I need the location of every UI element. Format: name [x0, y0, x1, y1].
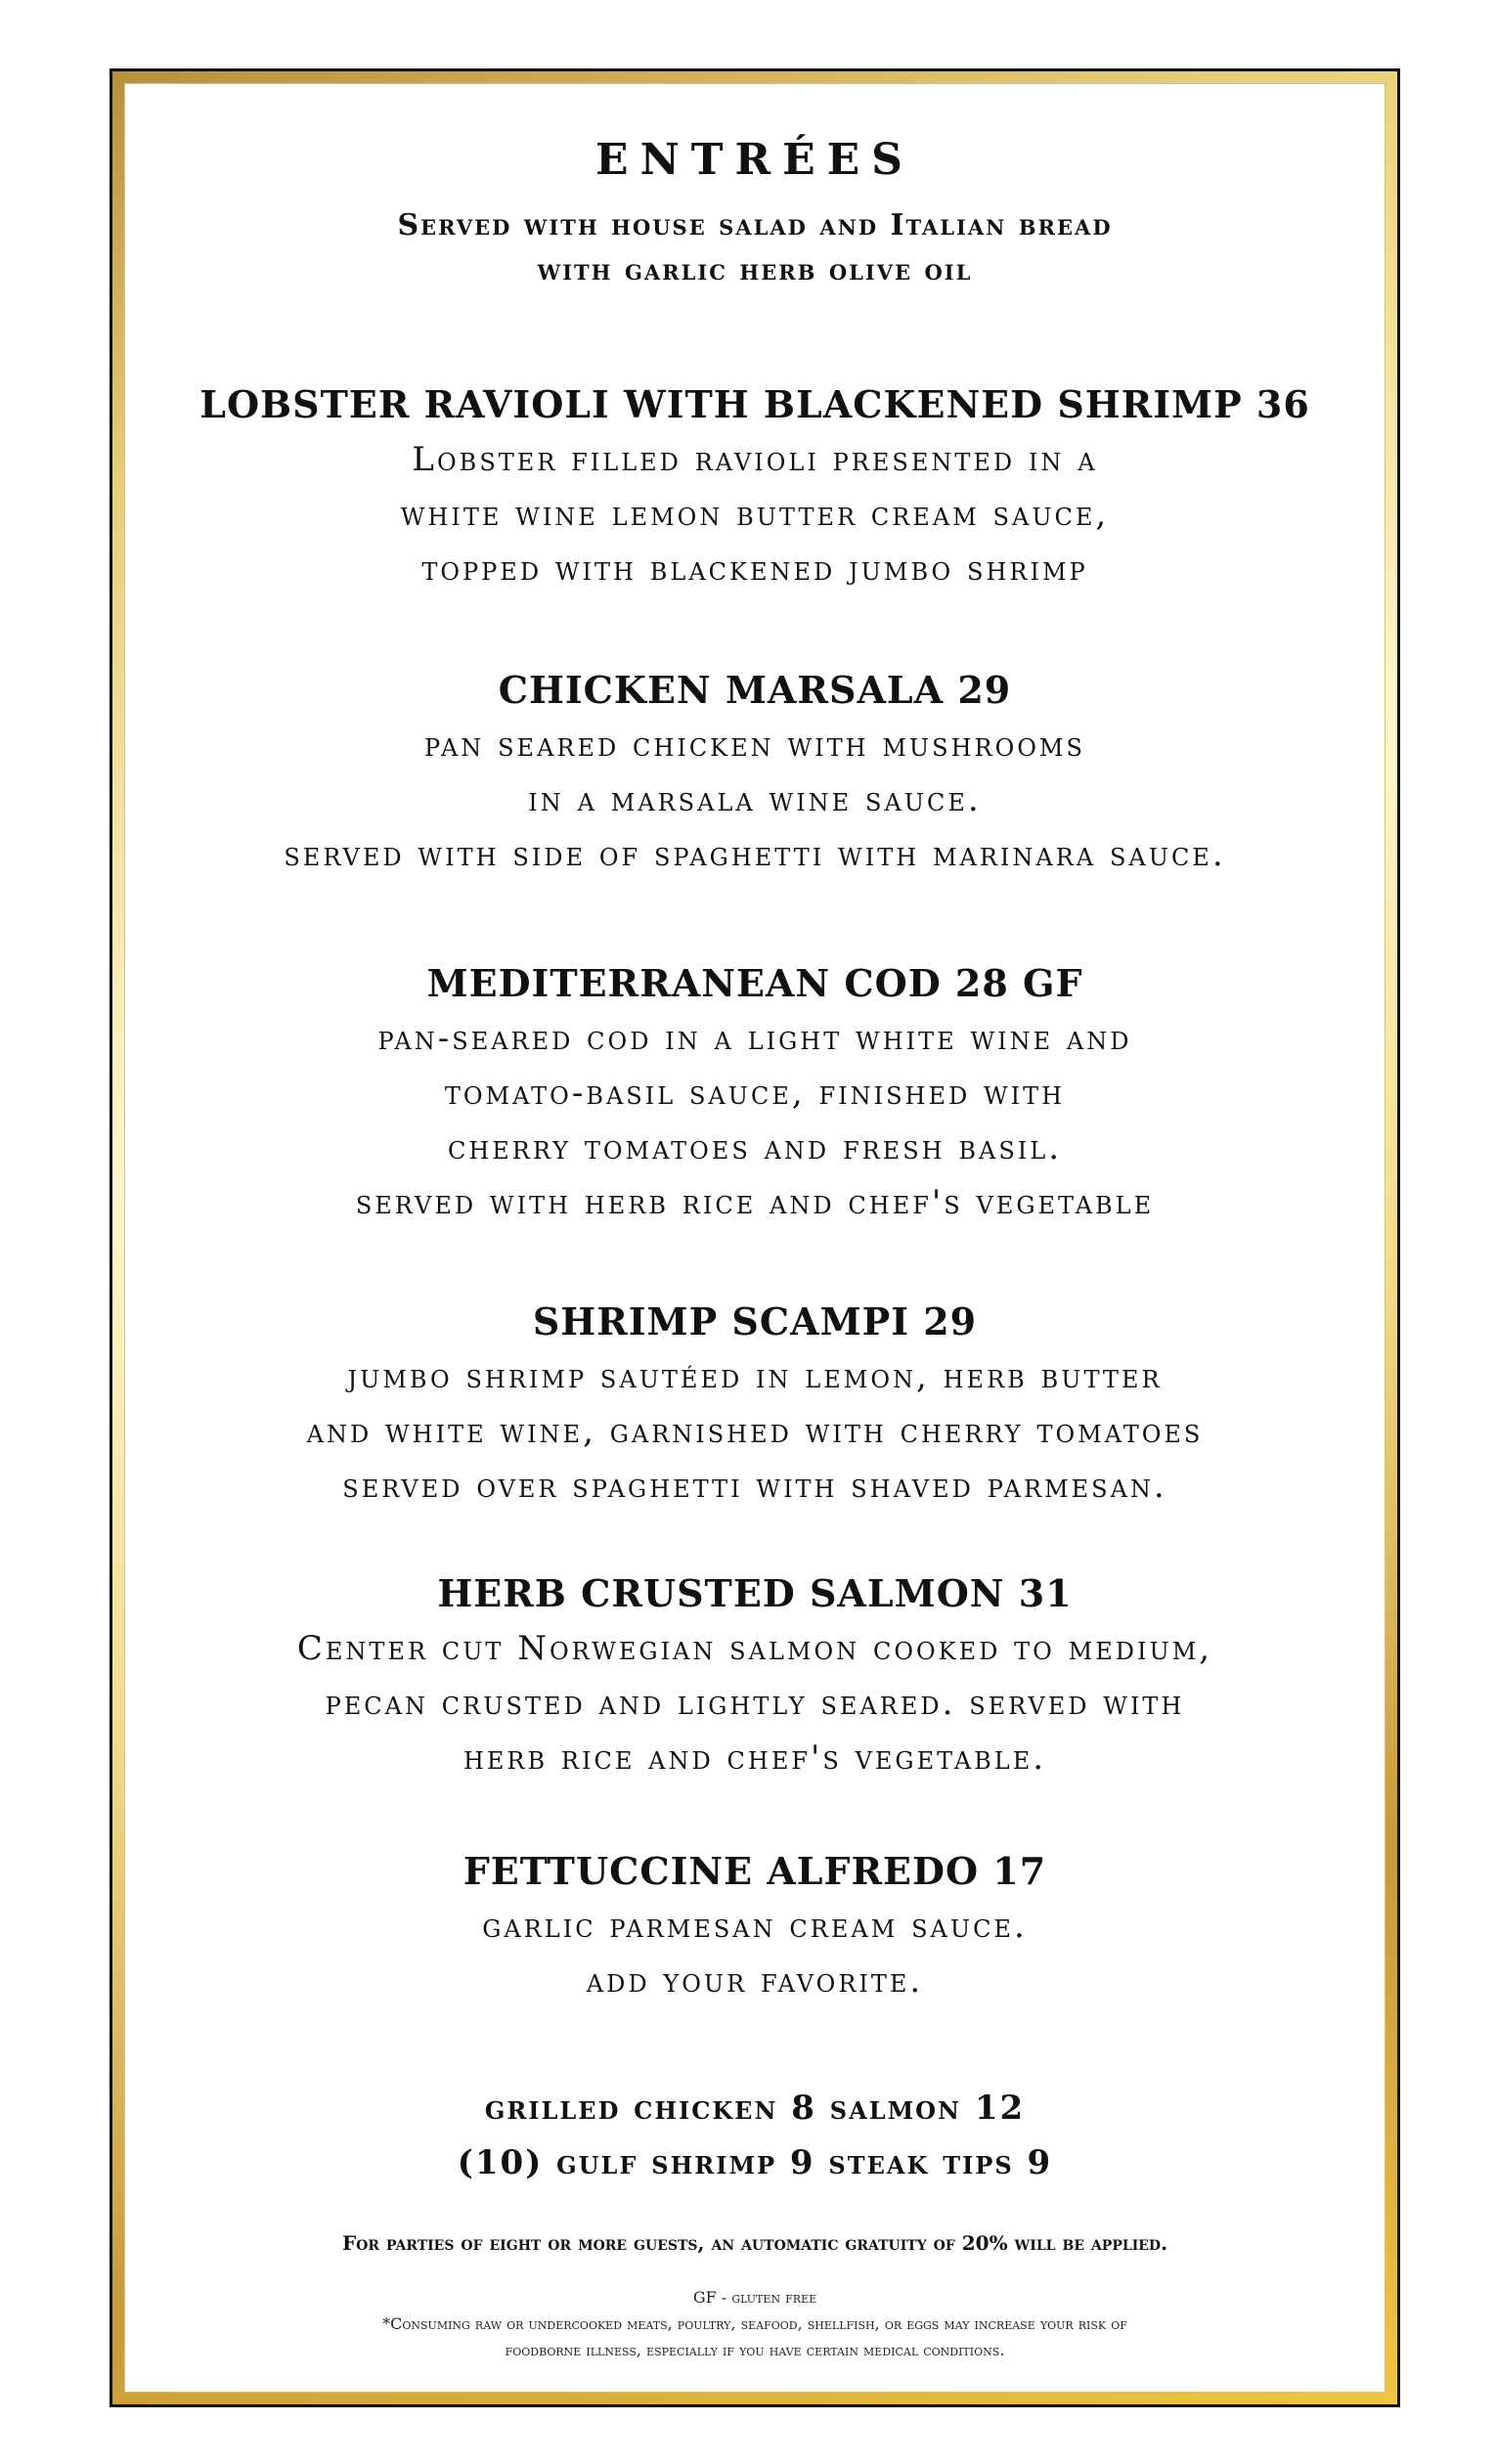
item-desc-line: tomato-basil sauce, finished with: [444, 1074, 1066, 1113]
item-desc-line: pecan crusted and lightly seared. served with: [325, 1684, 1185, 1723]
item-desc-line: topped with blackened jumbo shrimp: [421, 550, 1088, 589]
item-desc-line: jumbo shrimp sautéed in lemon, herb butter: [347, 1357, 1163, 1396]
footnotes: [125, 2284, 1385, 2363]
addon-line: grilled chicken 8 salmon 12: [484, 2089, 1026, 2128]
gratuity-note: For parties of eight or more guests, an automatic gratuity of 20% will be applied.: [341, 2231, 1168, 2255]
item-desc-line: pan seared chicken with mushrooms: [424, 726, 1085, 765]
item-desc-line: Center cut Norwegian salmon cooked to medium,: [296, 1629, 1213, 1668]
menu-frame: [110, 68, 1400, 2407]
item-desc-line: in a marsala wine sauce.: [528, 780, 982, 819]
item-desc-line: served with herb rice and chef's vegetable: [355, 1183, 1155, 1222]
subtitle-line: Served with house salad and Italian bread: [397, 208, 1113, 242]
item-name: SHRIMP SCAMPI 29: [532, 1299, 978, 1343]
item-desc-line: served over spaghetti with shaved parmesan.: [342, 1467, 1167, 1506]
menu-item-mediterranean-cod: [125, 956, 1385, 1230]
footnote-line: GF - gluten free: [692, 2288, 817, 2307]
item-name: HERB CRUSTED SALMON 31: [437, 1571, 1073, 1615]
item-desc-line: cherry tomatoes and fresh basil.: [447, 1128, 1063, 1167]
item-desc-line: pan-seared cod in a light white wine and: [377, 1019, 1132, 1058]
item-desc-line: served with side of spaghetti with marinara sauce.: [284, 835, 1226, 874]
subtitle: [125, 203, 1385, 293]
item-desc-line: add your favorite.: [586, 1961, 924, 2001]
item-name: CHICKEN MARSALA 29: [498, 668, 1012, 712]
menu-content: [125, 84, 1385, 2392]
footnote-line: *Consuming raw or undercooked meats, poultry, seafood, shellfish, or eggs may increase your risk of: [382, 2314, 1127, 2333]
item-desc-line: herb rice and chef's vegetable.: [462, 1738, 1047, 1778]
page-title: ENTRÉES: [595, 135, 914, 185]
item-desc-line: Lobster filled ravioli presented in a: [412, 440, 1098, 479]
menu-item-fettuccine-alfredo: [125, 1844, 1385, 2008]
addons: [125, 2081, 1385, 2190]
item-desc-line: white wine lemon butter cream sauce,: [400, 495, 1110, 534]
menu-item-chicken-marsala: [125, 663, 1385, 882]
item-desc-line: garlic parmesan cream sauce.: [482, 1907, 1028, 1946]
item-name: LOBSTER RAVIOLI WITH BLACKENED SHRIMP 36: [199, 382, 1310, 426]
footnote-line: foodborne illness, especially if you have certain medical conditions.: [505, 2341, 1005, 2359]
menu-panel: [124, 83, 1386, 2393]
addon-line: (10) gulf shrimp 9 steak tips 9: [457, 2143, 1053, 2182]
item-desc-line: and white wine, garnished with cherry tomatoes: [306, 1412, 1204, 1451]
item-name: MEDITERRANEAN COD 28 GF: [426, 961, 1083, 1005]
menu-item-herb-crusted-salmon: [125, 1566, 1385, 1785]
menu-item-lobster-ravioli: [125, 377, 1385, 596]
item-name: FETTUCCINE ALFREDO 17: [462, 1849, 1047, 1893]
menu-item-shrimp-scampi: [125, 1295, 1385, 1514]
subtitle-line: with garlic herb olive oil: [537, 253, 973, 287]
